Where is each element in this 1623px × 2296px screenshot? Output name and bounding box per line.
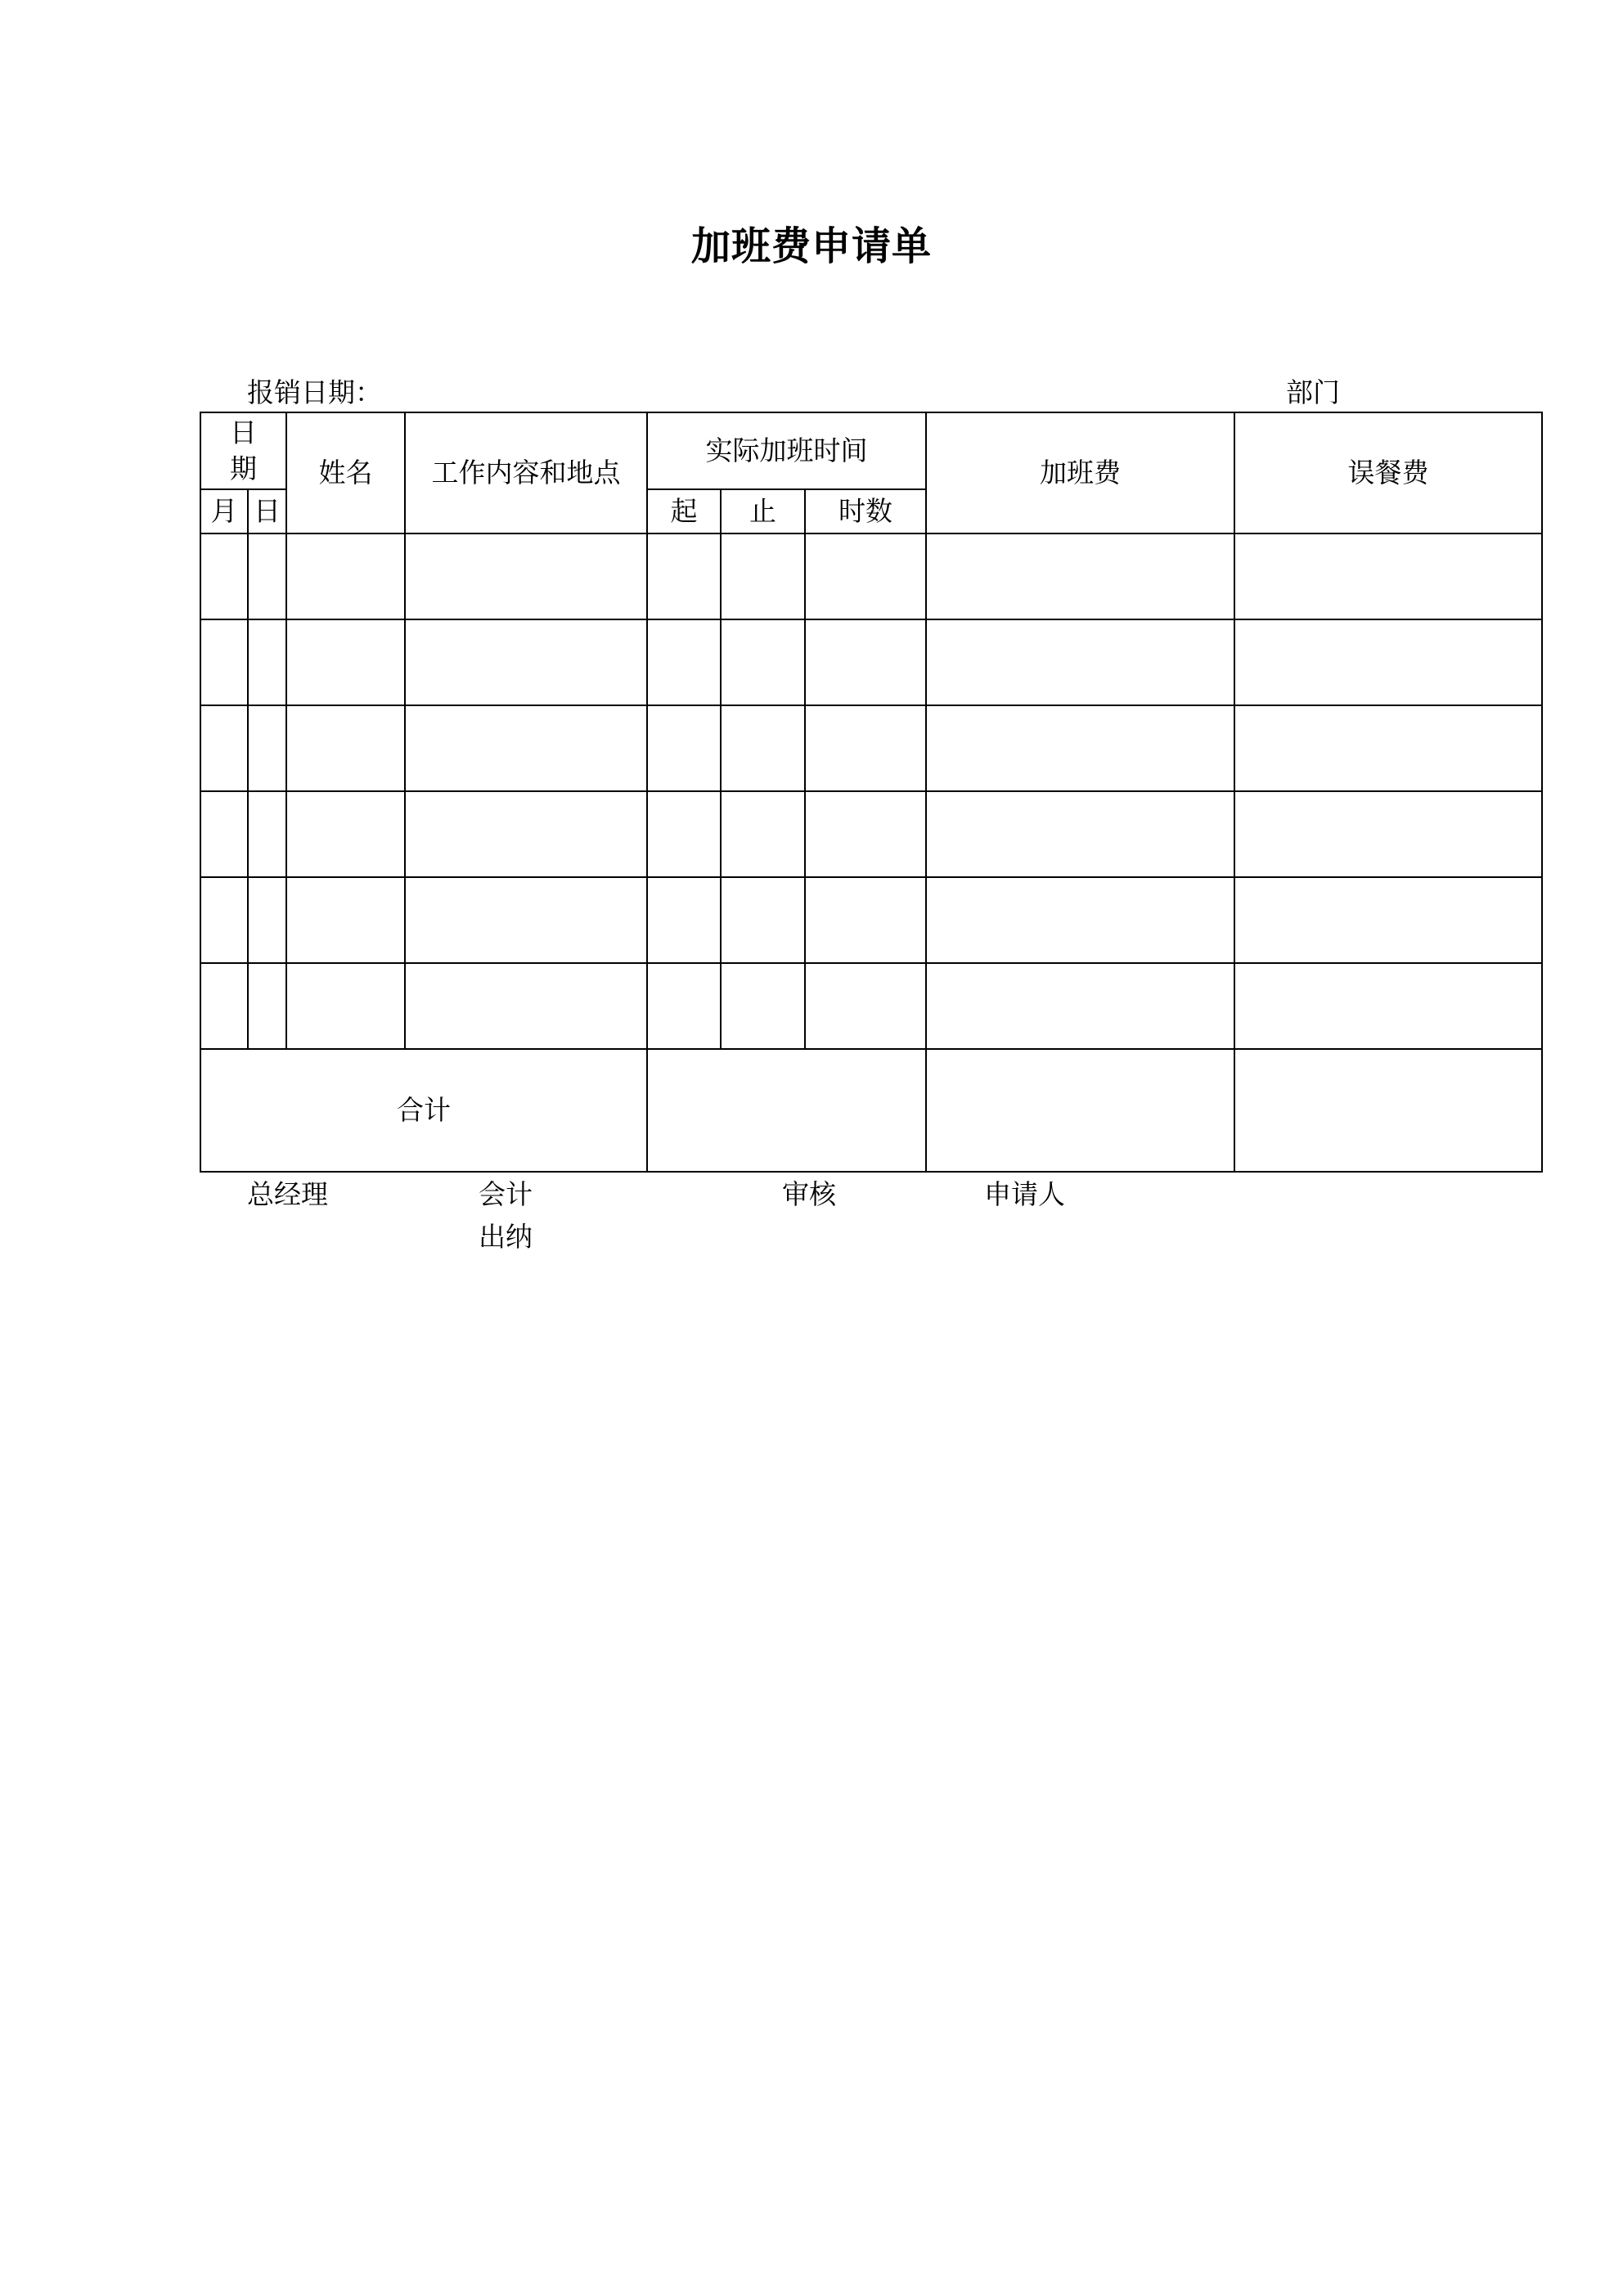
cell-meal-allowance[interactable] [1234, 791, 1542, 877]
cell-start[interactable] [647, 705, 721, 791]
cell-name[interactable] [286, 877, 405, 963]
cell-name[interactable] [286, 963, 405, 1049]
header-hours: 时数 [805, 489, 926, 533]
cell-end[interactable] [721, 791, 805, 877]
table-row [200, 791, 1542, 877]
cell-end[interactable] [721, 705, 805, 791]
cell-start[interactable] [647, 877, 721, 963]
total-meal-allowance-cell[interactable] [1234, 1049, 1542, 1172]
cell-day[interactable] [248, 877, 286, 963]
cell-meal-allowance[interactable] [1234, 533, 1542, 619]
cell-meal-allowance[interactable] [1234, 877, 1542, 963]
cell-overtime-pay[interactable] [926, 533, 1234, 619]
cell-work[interactable] [405, 619, 647, 705]
cell-hours[interactable] [805, 533, 926, 619]
cell-meal-allowance[interactable] [1234, 705, 1542, 791]
header-actual-time: 实际加班时间 [647, 412, 926, 489]
cell-overtime-pay[interactable] [926, 877, 1234, 963]
cell-month[interactable] [200, 533, 248, 619]
cell-name[interactable] [286, 619, 405, 705]
applicant-label: 申请人 [984, 1178, 1065, 1210]
cell-work[interactable] [405, 963, 647, 1049]
cell-month[interactable] [200, 877, 248, 963]
cell-end[interactable] [721, 877, 805, 963]
header-date-line2: 期 [230, 452, 257, 484]
reviewer-label: 审核 [782, 1178, 836, 1210]
cell-overtime-pay[interactable] [926, 963, 1234, 1049]
header-day: 日 [248, 489, 286, 533]
cell-end[interactable] [721, 533, 805, 619]
cell-overtime-pay[interactable] [926, 705, 1234, 791]
total-row [200, 1049, 1542, 1172]
cashier-label: 出纳 [479, 1221, 533, 1253]
cell-work[interactable] [405, 791, 647, 877]
cell-day[interactable] [248, 963, 286, 1049]
header-name: 姓名 [286, 412, 405, 533]
total-hours-cell[interactable] [647, 1049, 926, 1172]
cell-start[interactable] [647, 533, 721, 619]
general-manager-label: 总经理 [247, 1178, 328, 1210]
cell-work[interactable] [405, 533, 647, 619]
overtime-form-table [200, 412, 1543, 1173]
reimbursement-date-label: 报销日期： [247, 376, 382, 408]
cell-end[interactable] [721, 963, 805, 1049]
cell-day[interactable] [248, 705, 286, 791]
cell-hours[interactable] [805, 705, 926, 791]
cell-hours[interactable] [805, 791, 926, 877]
header-date [200, 412, 286, 489]
cell-day[interactable] [248, 619, 286, 705]
header-month: 月 [200, 489, 248, 533]
table-row [200, 877, 1542, 963]
header-work-content: 工作内容和地点 [405, 412, 647, 533]
cell-hours[interactable] [805, 963, 926, 1049]
cell-meal-allowance[interactable] [1234, 619, 1542, 705]
cell-month[interactable] [200, 963, 248, 1049]
cell-start[interactable] [647, 791, 721, 877]
cell-day[interactable] [248, 791, 286, 877]
cell-overtime-pay[interactable] [926, 791, 1234, 877]
cell-end[interactable] [721, 619, 805, 705]
cell-name[interactable] [286, 533, 405, 619]
cell-work[interactable] [405, 705, 647, 791]
cell-month[interactable] [200, 619, 248, 705]
total-label: 合计 [200, 1049, 647, 1172]
header-start: 起 [647, 489, 721, 533]
cell-start[interactable] [647, 963, 721, 1049]
cell-hours[interactable] [805, 877, 926, 963]
table-row [200, 705, 1542, 791]
header-end: 止 [721, 489, 805, 533]
accountant-label: 会计 [479, 1178, 533, 1210]
cell-name[interactable] [286, 705, 405, 791]
cell-day[interactable] [248, 533, 286, 619]
department-label: 部门 [1286, 376, 1340, 408]
total-overtime-pay-cell[interactable] [926, 1049, 1234, 1172]
page-title: 加班费申请单 [690, 223, 932, 269]
header-overtime-pay: 加班费 [926, 412, 1234, 533]
cell-overtime-pay[interactable] [926, 619, 1234, 705]
header-date-line1: 日 [230, 416, 257, 448]
table-row [200, 963, 1542, 1049]
cell-month[interactable] [200, 705, 248, 791]
table-row [200, 533, 1542, 619]
header-meal-allowance: 误餐费 [1234, 412, 1542, 533]
cell-start[interactable] [647, 619, 721, 705]
cell-month[interactable] [200, 791, 248, 877]
cell-hours[interactable] [805, 619, 926, 705]
cell-meal-allowance[interactable] [1234, 963, 1542, 1049]
table-row [200, 619, 1542, 705]
cell-name[interactable] [286, 791, 405, 877]
cell-work[interactable] [405, 877, 647, 963]
